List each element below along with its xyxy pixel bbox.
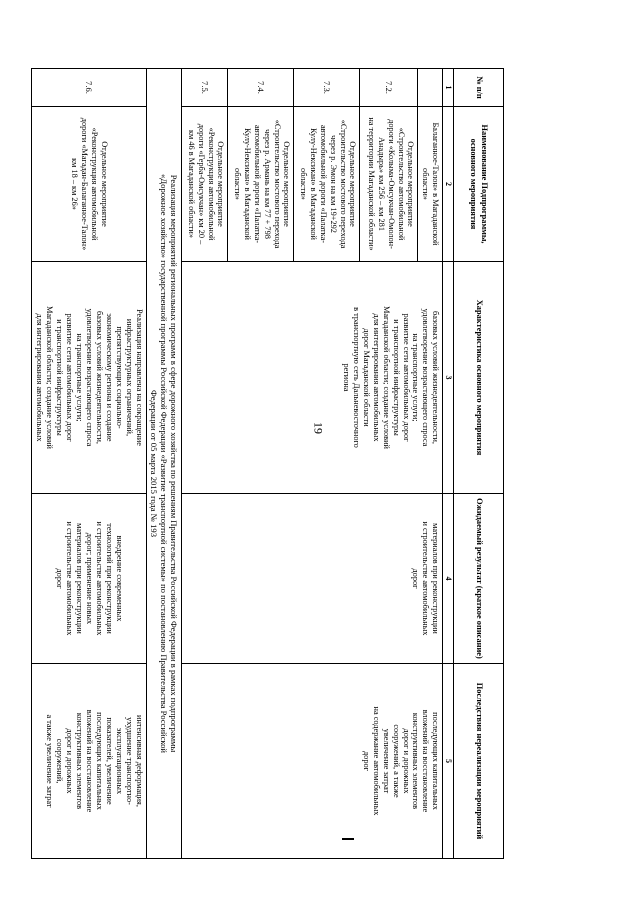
text-line: «Реконструкция автомобильной [206,127,216,241]
column-number: 3 [443,262,454,494]
row-number: 7.4. [228,69,294,107]
text-line: и строительстве автомобильных [421,521,431,636]
text-line: «Реконструкция автомобильной [89,127,99,241]
text-line: и строительстве автомобильных [94,521,104,636]
section-heading-row [146,69,182,859]
table-row [32,69,146,859]
row-name [228,107,294,262]
text-line: в транспортную сеть Дальневосточного [351,307,361,448]
text-line: «Дорожное хозяйство» государственной программы Российской Федерации «Развитие транспортной системы» по постановлению Правительства Российской [159,173,170,754]
text-line: на территории Магаданской области» [366,117,376,251]
header-num: № п/п [454,69,504,107]
program-measures-table [31,68,504,859]
row-name [182,107,228,262]
result-cell [32,494,146,664]
text-line: на транспортные услуги; [74,333,84,422]
text-line: для интегрирования автомобильных [35,313,45,442]
header-result: Ожидаемый результат (краткое описание) [454,494,504,664]
text-line: развитие сети автомобильных дорог [64,313,74,442]
text-line: для интегрирования автомобильных [371,313,381,442]
table-row [418,69,443,859]
text-line: Отдельное мероприятие [282,141,292,227]
text-line: дорог; применение новых [84,532,94,625]
text-line: км 18 – км 26» [69,158,79,210]
section-heading [146,69,182,859]
text-line: дорог [411,568,421,589]
text-line: через р. Эмон на км 19+292 [328,135,338,233]
text-line: препятствующих социально- [114,326,124,429]
text-line: последующих капитальных [94,712,104,810]
text-line: материалов при реконструкции [74,523,84,634]
text-line: автомобильной дороги «Палатка- [318,124,328,244]
text-line: автомобильной дороги «Палатка- [252,124,262,244]
text-line: Реализация направлена на сокращение [134,309,144,446]
text-line: дорог [54,568,64,589]
text-line: удовлетворение возрастающего спроса [421,308,431,447]
text-line: инфраструктурных ограничений, [124,318,134,437]
text-line: показателей, увеличение [104,717,114,805]
text-line: ухудшение транспортно- [124,717,134,805]
row-name: Балаганное-Талон» в Магаданской области» [418,107,443,262]
text-line: интенсивная деформация, [134,715,144,807]
text-line: базовых условий жизнедеятельности, [94,310,104,445]
text-line: Кулу-Нексикан» в Магаданской [242,128,252,240]
text-line: км 46 в Магаданской области» [186,129,196,239]
text-line: развитие сети автомобильных дорог [401,313,411,442]
text-line: Реализация мероприятий региональных программ в сфере дорожного хозяйства по решениям Правительства Российской Федерации в рамках подпрограммы [169,174,180,753]
text-line: Магаданской области; создание условий [44,306,54,449]
text-line: дорог [361,750,371,772]
row-name [294,107,360,262]
consequences-cell [182,664,443,859]
text-line: региона [341,363,351,392]
text-line: Отдельное мероприятие [406,141,416,227]
column-number-row [443,69,454,859]
text-line: Анадырь» км 256 – км 281 [376,137,386,231]
row-number: 7.2. [360,69,418,107]
text-line: дорог Магаданской области [361,328,371,427]
row-number-empty [418,69,443,107]
text-line: и транспортной инфраструктуры [54,319,64,436]
text-line: эксплуатационных [114,727,124,795]
text-line: увеличение затрат [381,728,391,794]
text-line: на транспортные услуги; [411,333,421,422]
text-line: Кулу-Нексикан» в Магаданской [308,128,318,240]
row-number: 7.6. [32,69,146,107]
text-line: «Строительство мостового перехода [338,119,348,249]
text-line: а также увеличение затрат [44,714,54,808]
text-line: технологий при реконструкции [104,523,114,634]
column-number: 1 [443,69,454,107]
text-line: удовлетворение возрастающего спроса [84,308,94,447]
text-line: сооружений, а также [391,724,401,798]
text-line: и строительстве автомобильных [64,521,74,636]
text-line: области» [232,168,242,200]
text-line: дороги «Герба-Омсукчан» км 20 – [196,123,206,245]
text-line: и транспортной инфраструктуры [391,319,401,436]
text-line: Отдельное мероприятие [348,141,358,227]
text-line: Магаданской области; создание условий [381,306,391,449]
text-line: через р. Армань на км 77 + 798 [262,129,272,239]
text-line: Федерации от 05 марта 2015 года № 193 [148,389,159,538]
text-line: дороги «Магадан-Балаганное-Талон» [79,117,89,251]
text-line: вложений на восстановление [84,709,94,813]
text-line: «Строительство автомобильной [396,127,406,241]
text-line: вложений на восстановление [421,709,431,813]
text-line: экономическому региона и создание [104,313,114,442]
column-number: 4 [443,494,454,664]
column-number: 2 [443,107,454,262]
page-number: 19 [311,422,326,434]
header-row [454,69,504,859]
text-line: материалов при реконструкции [431,523,441,634]
row-name [360,107,418,262]
text-line: конструктивных элементов [74,712,84,810]
text-line: сооружений, [54,738,64,784]
row-number: 7.3. [294,69,360,107]
text-line: дорог и дорожных [64,728,74,794]
text-line: «Строительство мостового перехода [272,119,282,249]
consequences-cell [32,664,146,859]
text-line: дороги «Колыма-Омсукчан-Омолон- [386,119,396,249]
text-line: на содержание автомобильных [371,706,381,816]
text-line: Отдельное мероприятие [99,141,109,227]
row-number: 7.5. [182,69,228,107]
rotated-table-container [35,68,504,858]
text-line: последующих капитальных [431,712,441,810]
text-line: Отдельное мероприятие [216,141,226,227]
header-name: Наименование Подпрограммы, основного мероприятия [454,107,504,262]
header-characteristic: Характеристика основного мероприятия [454,262,504,494]
characteristic-cell [182,262,443,494]
row-name [32,107,146,262]
text-line: базовых условий жизнедеятельности, [431,310,441,445]
text-line: дорог и дорожных [401,728,411,794]
text-line: конструктивных элементов [411,712,421,810]
text-line: внедрение современных [114,535,124,622]
text-line: области» [298,168,308,200]
scan-mark [342,838,354,840]
characteristic-cell [32,262,146,494]
column-number: 5 [443,664,454,859]
header-consequences: Последствия нереализации мероприятий [454,664,504,859]
result-cell [182,494,443,664]
